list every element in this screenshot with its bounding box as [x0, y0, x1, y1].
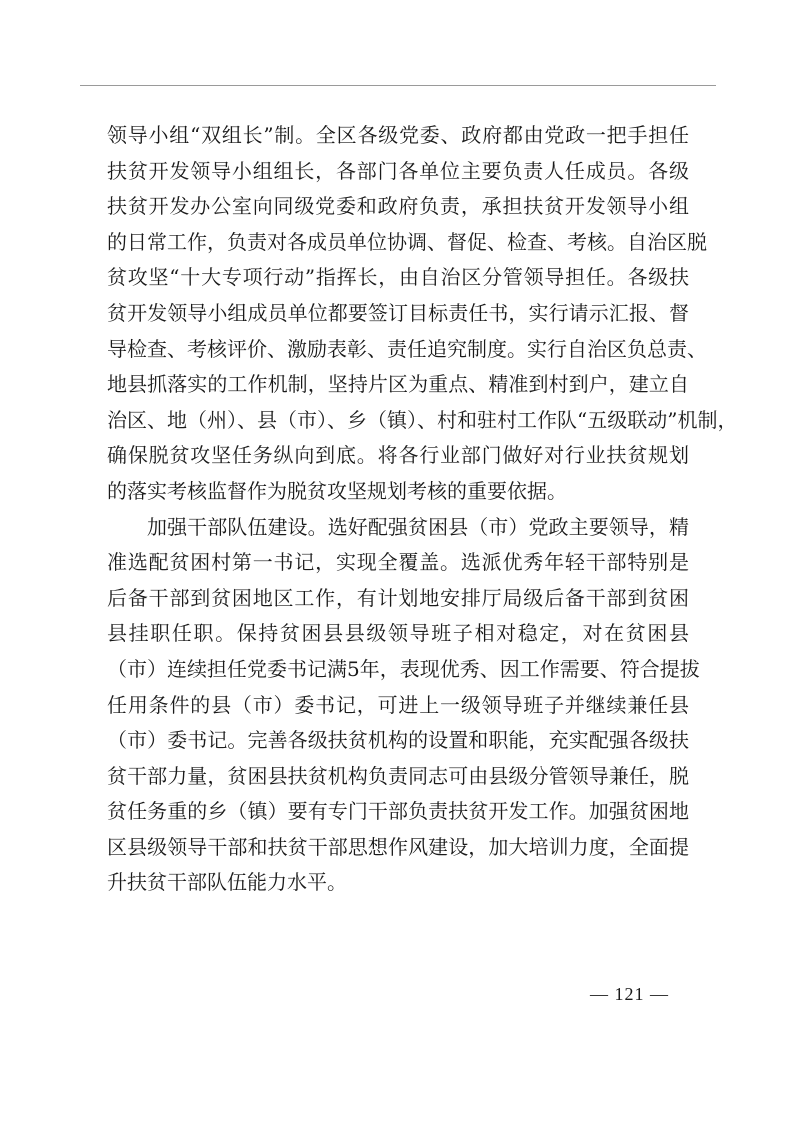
text-line: 治区、地（州）、县（市）、乡（镇）、村和驻村工作队“五级联动”机制， [107, 407, 738, 432]
paragraph-2 [107, 510, 700, 902]
text-line: 导检查、考核评价、激励表彰、责任追究制度。实行自治区负总责、 [107, 336, 707, 361]
paragraph-1 [107, 118, 738, 510]
text-line: 加强干部队伍建设。选好配强贫困县（市）党政主要领导，精 [147, 514, 689, 539]
page-body [107, 118, 738, 901]
text-line: （市）连续担任党委书记满5年，表现优秀、因工作需要、符合提拔 [107, 656, 700, 681]
text-line: 贫任务重的乡（镇）要有专门干部负责扶贫开发工作。加强贫困地 [107, 799, 689, 824]
text-line: 领导小组“双组长”制。全区各级党委、政府都由党政一把手担任 [107, 123, 689, 147]
text-line: 任用条件的县（市）委书记，可进上一级领导班子并继续兼任县 [107, 692, 689, 717]
text-line: 的日常工作，负责对各成员单位协调、督促、检查、考核。自治区脱 [107, 229, 707, 254]
page-number: — 121 — [590, 984, 669, 1004]
header-rule [80, 85, 716, 86]
text-line: 扶贫开发领导小组组长，各部门各单位主要负责人任成员。各级 [107, 158, 689, 183]
text-line: 升扶贫干部队伍能力水平。 [107, 870, 347, 895]
text-line: 贫干部力量，贫困县扶贫机构负责同志可由县级分管领导兼任，脱 [107, 763, 689, 788]
text-line: 后备干部到贫困地区工作，有计划地安排厅局级后备干部到贫困 [107, 585, 689, 610]
text-line: （市）委书记。完善各级扶贫机构的设置和职能，充实配强各级扶 [107, 728, 689, 753]
text-line: 扶贫开发办公室向同级党委和政府负责，承担扶贫开发领导小组 [107, 194, 689, 219]
text-line: 贫攻坚“十大专项行动”指挥长，由自治区分管领导担任。各级扶 [107, 265, 689, 290]
text-line: 贫开发领导小组成员单位都要签订目标责任书，实行请示汇报、督 [107, 300, 689, 325]
text-line: 的落实考核监督作为脱贫攻坚规划考核的重要依据。 [107, 478, 567, 503]
text-line: 县挂职任职。保持贫困县县级领导班子相对稳定，对在贫困县 [107, 621, 689, 646]
text-line: 区县级领导干部和扶贫干部思想作风建设，加大培训力度，全面提 [107, 834, 689, 859]
text-line: 确保脱贫攻坚任务纵向到底。将各行业部门做好对行业扶贫规划 [107, 443, 689, 468]
text-line: 地县抓落实的工作机制，坚持片区为重点、精准到村到户，建立自 [107, 372, 689, 397]
text-line: 准选配贫困村第一书记，实现全覆盖。选派优秀年轻干部特别是 [107, 550, 689, 575]
